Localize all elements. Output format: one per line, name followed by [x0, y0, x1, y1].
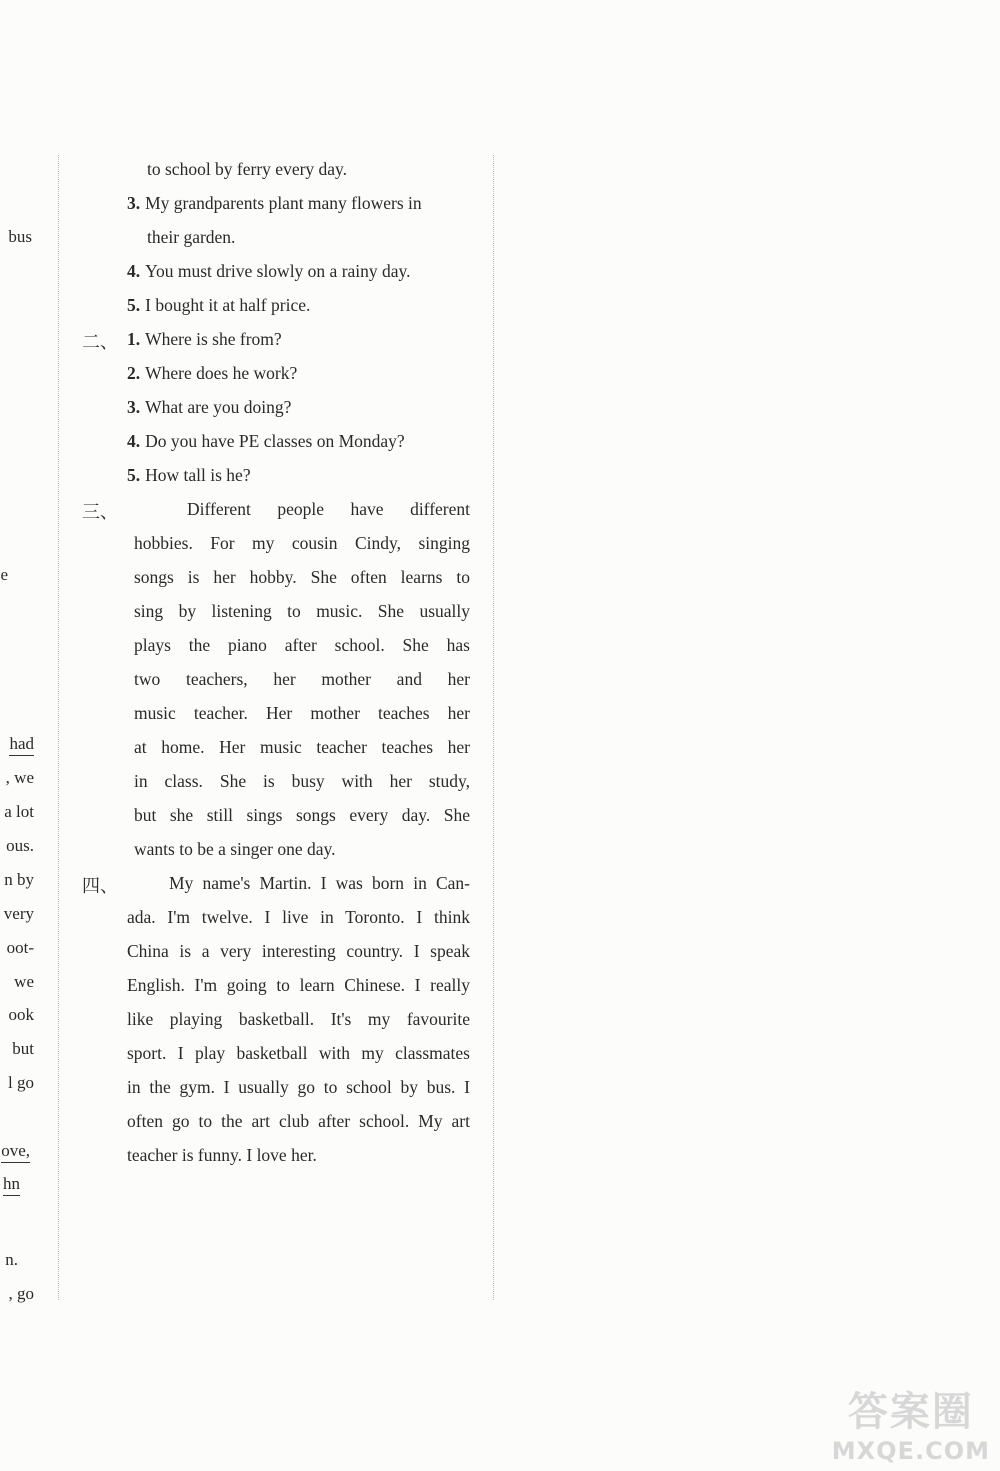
margin-fragment: had — [9, 733, 34, 756]
item-number: 4. — [127, 261, 141, 281]
line-text: songs is her hobby. She often learns to — [134, 567, 470, 587]
paragraph-line — [134, 600, 470, 622]
paragraph-line — [134, 702, 470, 724]
item-text: I bought it at half price. — [145, 295, 311, 315]
answer-item — [127, 328, 282, 350]
margin-fragment: hn — [3, 1173, 20, 1196]
margin-fragment: l go — [8, 1073, 34, 1092]
paragraph-line — [127, 1042, 470, 1064]
line-text: ada. I'm twelve. I live in Toronto. I think — [127, 907, 470, 927]
item-number: 2. — [127, 363, 141, 383]
paragraph-line — [134, 634, 470, 656]
paragraph-line — [134, 804, 470, 826]
section-marker-2: 二、 — [82, 332, 118, 353]
paragraph-line — [169, 872, 470, 894]
answer-item — [127, 362, 297, 384]
answer-item — [127, 192, 422, 214]
item-text: Where does he work? — [145, 363, 298, 383]
item-number: 5. — [127, 465, 141, 485]
line-text: plays the piano after school. She has — [134, 635, 470, 655]
answer-line: their garden. — [147, 227, 236, 247]
watermark-url: MXQE.COM — [831, 1437, 990, 1465]
margin-fragment: n. — [5, 1250, 18, 1269]
paragraph-line — [134, 566, 470, 588]
item-number: 5. — [127, 295, 141, 315]
paragraph-line — [134, 736, 470, 758]
paragraph-line: wants to be a singer one day. — [134, 839, 336, 859]
answer-item — [127, 430, 405, 452]
line-text: music teacher. Her mother teaches her — [134, 703, 470, 723]
column-divider-left — [58, 155, 59, 1300]
paragraph-line — [127, 1076, 470, 1098]
answer-line: to school by ferry every day. — [147, 159, 348, 179]
line-text: Different people have different — [187, 499, 470, 519]
line-text: two teachers, her mother and her — [134, 669, 470, 689]
paragraph-line — [127, 974, 470, 996]
margin-fragment: , go — [8, 1284, 34, 1303]
paragraph-line — [134, 668, 470, 690]
paragraph-line: teacher is funny. I love her. — [127, 1145, 317, 1165]
item-text: You must drive slowly on a rainy day. — [145, 261, 411, 281]
line-text: in class. She is busy with her study, — [134, 771, 470, 791]
paragraph-line — [127, 1008, 470, 1030]
paragraph-line — [134, 532, 470, 554]
margin-fragment: oot- — [6, 938, 34, 957]
line-text: often go to the art club after school. My art — [127, 1111, 470, 1131]
margin-fragment: but — [12, 1039, 34, 1058]
section-marker-4: 四、 — [82, 876, 118, 897]
line-text: like playing basketball. It's my favourite — [127, 1009, 470, 1029]
margin-fragment: bus — [8, 227, 32, 246]
margin-fragment: ous. — [6, 836, 34, 855]
section-marker-3: 三、 — [82, 502, 118, 523]
line-text: hobbies. For my cousin Cindy, singing — [134, 533, 470, 553]
item-text: Where is she from? — [145, 329, 282, 349]
margin-fragment: we — [14, 972, 34, 991]
line-text: but she still sings songs every day. She — [134, 805, 470, 825]
paragraph-line — [187, 498, 470, 520]
answer-item — [127, 464, 251, 486]
margin-fragment: ook — [8, 1005, 34, 1024]
line-text: in the gym. I usually go to school by bus. I — [127, 1077, 470, 1097]
answer-item — [127, 396, 291, 418]
item-number: 3. — [127, 193, 141, 213]
paragraph-line — [134, 770, 470, 792]
watermark — [832, 1380, 990, 1465]
paragraph-line — [127, 906, 470, 928]
margin-fragment: , we — [5, 768, 34, 787]
item-number: 1. — [127, 329, 141, 349]
item-number: 4. — [127, 431, 141, 451]
line-text: China is a very interesting country. I speak — [127, 941, 470, 961]
margin-fragment: e — [0, 565, 8, 584]
item-text: Do you have PE classes on Monday? — [145, 431, 405, 451]
line-text: sing by listening to music. She usually — [134, 601, 470, 621]
line-text: My name's Martin. I was born in Can- — [169, 873, 470, 893]
paragraph-line — [127, 940, 470, 962]
margin-fragment: very — [3, 904, 34, 923]
margin-fragment: ove, — [1, 1140, 30, 1163]
item-text: What are you doing? — [145, 397, 292, 417]
margin-fragment: n by — [4, 870, 34, 889]
item-number: 3. — [127, 397, 141, 417]
watermark-logo: 答案圈 — [847, 1389, 974, 1435]
answer-item — [127, 294, 310, 316]
line-text: sport. I play basketball with my classmates — [127, 1043, 470, 1063]
answer-item — [127, 260, 411, 282]
item-text: My grandparents plant many flowers in — [145, 193, 422, 213]
column-divider-right — [493, 155, 494, 1300]
paragraph-line — [127, 1110, 470, 1132]
line-text: English. I'm going to learn Chinese. I really — [127, 975, 470, 995]
line-text: at home. Her music teacher teaches her — [134, 737, 470, 757]
item-text: How tall is he? — [145, 465, 251, 485]
margin-fragment: a lot — [4, 802, 34, 821]
